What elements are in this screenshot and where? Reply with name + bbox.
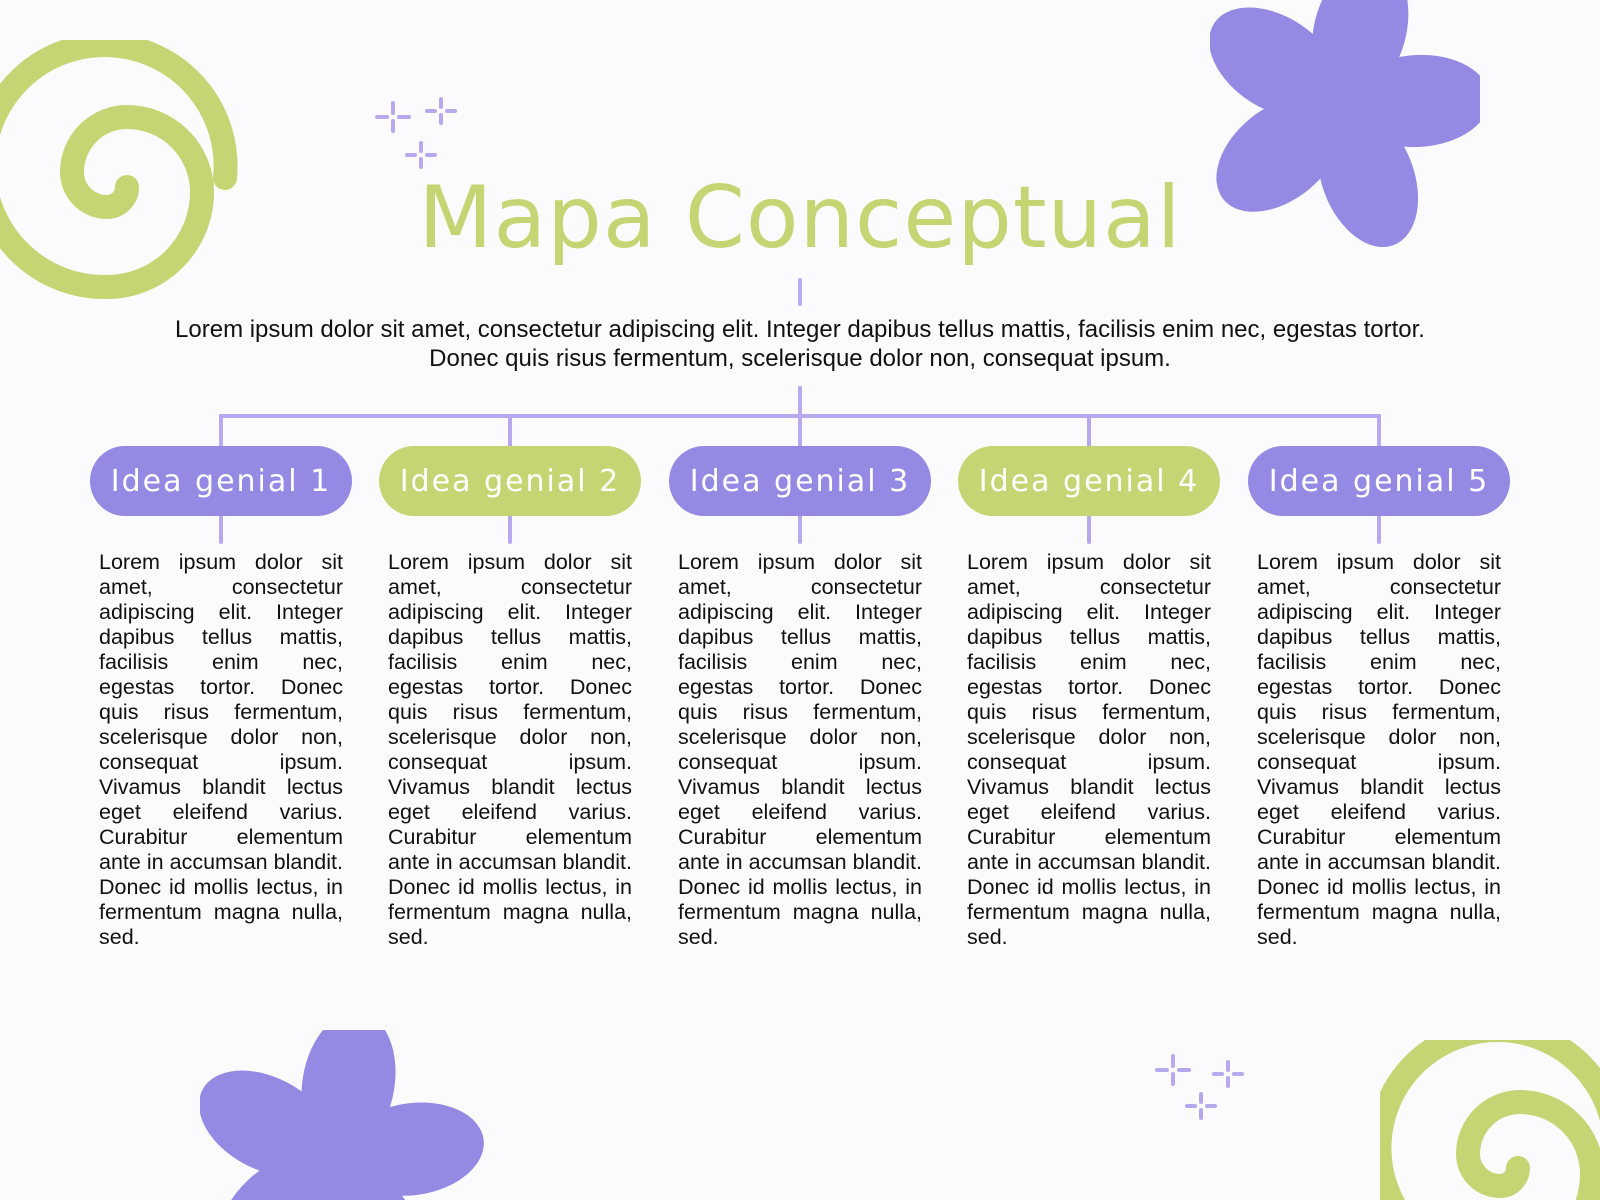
- idea-node-4: Idea genial 4: [958, 446, 1220, 516]
- idea-text-2: Lorem ipsum dolor sit amet, consectetur adipiscing elit. Integer dapibus tellus mattis, facilisis enim nec, egestas tortor. Donec quis risus fermentum, scelerisque dolor non, consequat ipsum. Vivamus blandit lectus eget eleifend varius. Curabitur elementum ante in accumsan blandit. Donec id mollis lectus, in fermentum magna nulla, sed.: [388, 550, 632, 949]
- idea-text-1: Lorem ipsum dolor sit amet, consectetur adipiscing elit. Integer dapibus tellus mattis, facilisis enim nec, egestas tortor. Donec quis risus fermentum, scelerisque dolor non, consequat ipsum. Vivamus blandit lectus eget eleifend varius. Curabitur elementum ante in accumsan blandit. Donec id mollis lectus, in fermentum magna nulla, sed.: [99, 550, 343, 949]
- idea-text-3: Lorem ipsum dolor sit amet, consectetur adipiscing elit. Integer dapibus tellus mattis, facilisis enim nec, egestas tortor. Donec quis risus fermentum, scelerisque dolor non, consequat ipsum. Vivamus blandit lectus eget eleifend varius. Curabitur elementum ante in accumsan blandit. Donec id mollis lectus, in fermentum magna nulla, sed.: [678, 550, 922, 949]
- idea-node-1: Idea genial 1: [90, 446, 352, 516]
- idea-node-2: Idea genial 2: [379, 446, 641, 516]
- idea-text-5: Lorem ipsum dolor sit amet, consectetur adipiscing elit. Integer dapibus tellus mattis, facilisis enim nec, egestas tortor. Donec quis risus fermentum, scelerisque dolor non, consequat ipsum. Vivamus blandit lectus eget eleifend varius. Curabitur elementum ante in accumsan blandit. Donec id mollis lectus, in fermentum magna nulla, sed.: [1257, 550, 1501, 949]
- page-title: Mapa Conceptual: [418, 168, 1182, 268]
- idea-node-3: Idea genial 3: [669, 446, 931, 516]
- idea-text-4: Lorem ipsum dolor sit amet, consectetur adipiscing elit. Integer dapibus tellus mattis, facilisis enim nec, egestas tortor. Donec quis risus fermentum, scelerisque dolor non, consequat ipsum. Vivamus blandit lectus eget eleifend varius. Curabitur elementum ante in accumsan blandit. Donec id mollis lectus, in fermentum magna nulla, sed.: [967, 550, 1211, 949]
- intro-paragraph: Lorem ipsum dolor sit amet, consectetur adipiscing elit. Integer dapibus tellus mattis, facilisis enim nec, egestas tortor. Donec quis risus fermentum, scelerisque dolor non, consequat ipsum.: [175, 316, 1425, 372]
- idea-node-5: Idea genial 5: [1248, 446, 1510, 516]
